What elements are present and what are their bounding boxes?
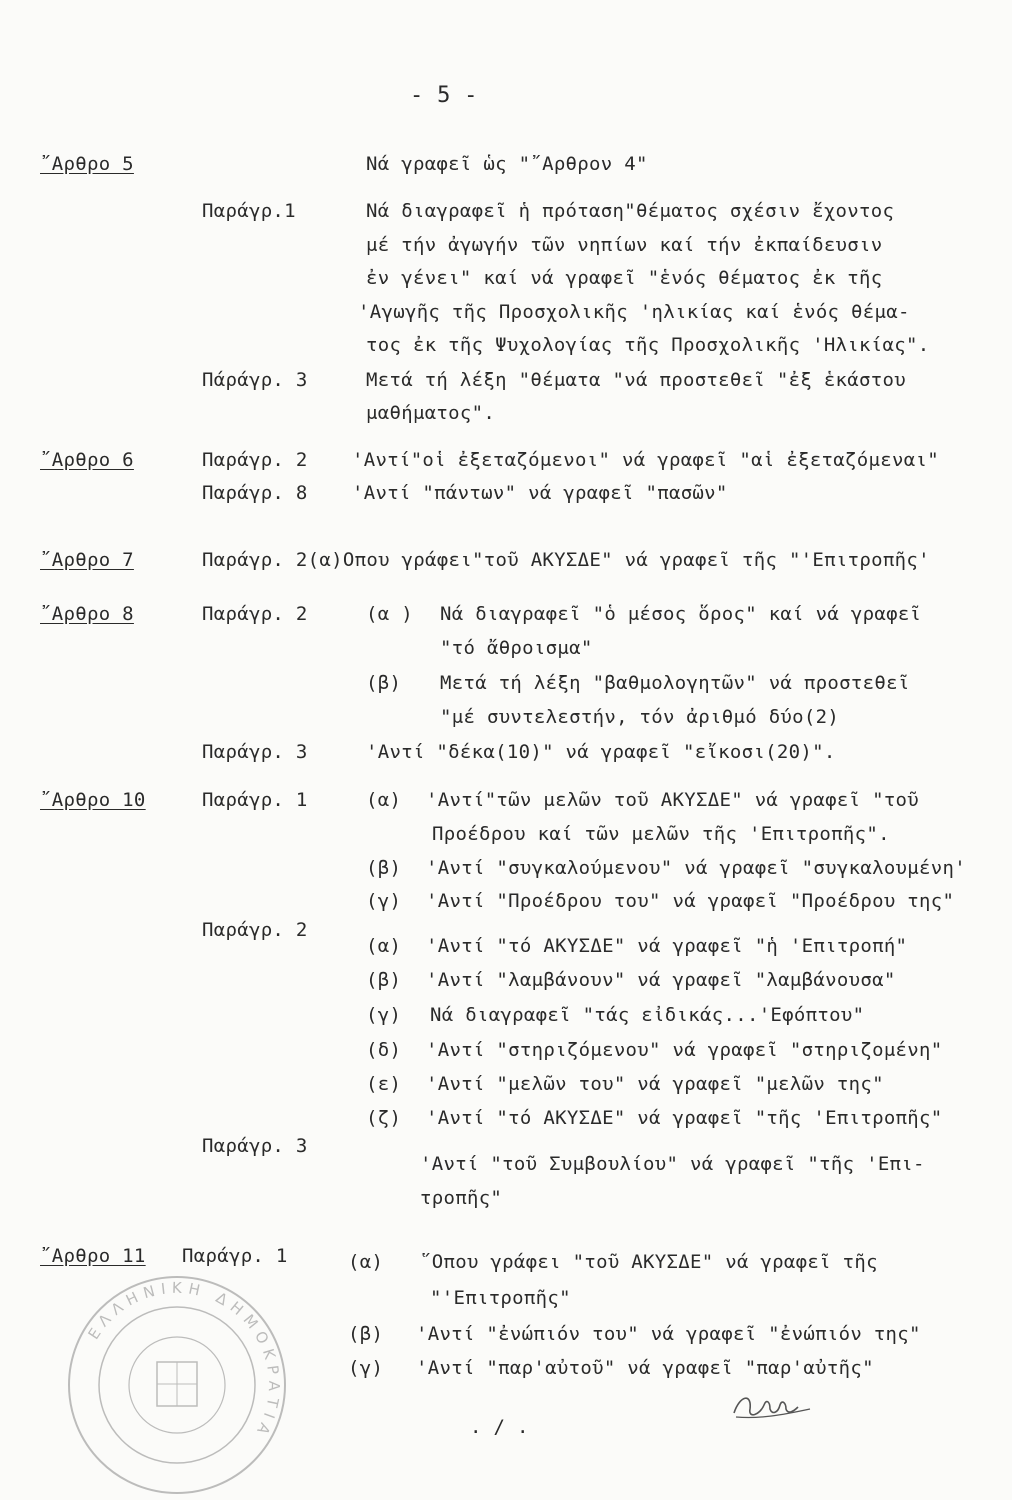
handwritten-signature: [730, 1385, 820, 1425]
text-line: (β): [366, 672, 402, 694]
text-line: Παράγρ. 2(α)Οπου γράφει"τοῦ ΑΚΥΣΔΕ" νά γραφεῖ τῆς "'Επιτροπῆς': [202, 549, 930, 571]
stamp-outer-text: ΕΛΛΗΝΙΚΗ ΔΗΜΟΚΡΑΤΙΑ: [84, 1278, 284, 1443]
text-line: 'Αντί "τοῦ Συμβουλίου" νά γραφεῖ "τῆς 'Επι-: [420, 1153, 925, 1175]
text-line: 'Αντί "δέκα(10)" νά γραφεῖ "εἴκοσι(20)".: [366, 741, 836, 763]
text-line: Παράγρ. 3: [202, 1135, 308, 1157]
text-line: Παράγρ. 1: [202, 789, 308, 811]
text-line: (γ): [366, 890, 402, 912]
text-line: Νά διαγραφεῖ ἡ πρόταση"θέματος σχέσιν ἔχοντος: [366, 200, 895, 222]
text-line: 'Αντί "παρ'αὐτοῦ" νά γραφεῖ "παρ'αὐτῆς": [416, 1357, 874, 1379]
text-line: 'Αντί "Προέδρου του" νά γραφεῖ "Προέδρου της": [426, 890, 955, 912]
text-line: Νά διαγραφεῖ "τάς εἰδικάς...'Εφόπτου": [430, 1004, 865, 1026]
article-heading: ῎Αρθρο 8: [40, 603, 134, 625]
text-line: Μετά τή λέξη "βαθμολογητῶν" νά προστεθεῖ: [440, 672, 910, 694]
article-heading: ῎Αρθρο 7: [40, 549, 134, 571]
text-line: (β): [366, 857, 402, 879]
text-line: τος ἐκ τῆς Ψυχολογίας τῆς Προσχολικῆς 'Ηλικίας".: [366, 334, 930, 356]
text-line: . / .: [470, 1416, 529, 1438]
text-line: (ζ): [366, 1107, 402, 1129]
text-line: 'Αντί "τό ΑΚΥΣΔΕ" νά γραφεῖ "τῆς 'Επιτροπῆς": [426, 1107, 943, 1129]
text-line: μαθήματος".: [366, 402, 496, 424]
text-line: 'Αγωγῆς τῆς Προσχολικῆς 'ηλικίας καί ἑνός θέμα-: [358, 301, 910, 323]
text-line: Παράγρ. 8: [202, 482, 308, 504]
article-heading: ῎Αρθρο 5: [40, 153, 134, 175]
text-line: ἐν γένει" καί νά γραφεῖ "ἑνός θέματος ἐκ τῆς: [366, 267, 883, 289]
text-line: Παράγρ. 3: [202, 741, 308, 763]
text-line: 'Αντί "ἐνώπιόν του" νά γραφεῖ "ἐνώπιόν της": [416, 1323, 921, 1345]
text-line: (α): [348, 1251, 384, 1273]
article-heading: ῎Αρθρο 6: [40, 449, 134, 471]
article-heading: ῎Αρθρο 10: [40, 789, 146, 811]
text-line: 'Αντί "τό ΑΚΥΣΔΕ" νά γραφεῖ "ἡ 'Επιτροπή": [426, 935, 908, 957]
text-line: (γ): [348, 1357, 384, 1379]
page-number: - 5 -: [410, 83, 478, 108]
article-heading: ῎Αρθρο 11: [40, 1245, 146, 1267]
text-line: "μέ συντελεστήν, τόν ἀριθμό δύο(2): [440, 706, 840, 728]
text-line: (β): [366, 969, 402, 991]
text-line: Πάράγρ. 3: [202, 369, 308, 391]
text-line: (α ): [366, 603, 413, 625]
text-line: Προέδρου καί τῶν μελῶν τῆς 'Επιτροπῆς".: [432, 823, 890, 845]
text-line: Παράγρ. 2: [202, 449, 308, 471]
text-line: (β): [348, 1323, 384, 1345]
text-line: μέ τήν ἀγωγήν τῶν νηπίων καί τήν ἐκπαίδευσιν: [366, 234, 883, 256]
text-line: Παράγρ. 1: [182, 1245, 288, 1267]
text-line: Νά γραφεῖ ὡς "῎Αρθρον 4": [366, 153, 648, 175]
text-line: (α): [366, 789, 402, 811]
text-line: 'Αντί "μελῶν του" νά γραφεῖ "μελῶν της": [426, 1073, 884, 1095]
text-line: Νά διαγραφεῖ "ὁ μέσος ὅρος" καί νά γραφεῖ: [440, 603, 922, 625]
text-line: (ε): [366, 1073, 402, 1095]
text-line: 'Αντί "στηριζόμενου" νά γραφεῖ "στηριζομένη": [426, 1039, 943, 1061]
text-line: 'Αντί "λαμβάνουν" νά γραφεῖ "λαμβάνουσα": [426, 969, 896, 991]
text-line: (γ): [366, 1004, 402, 1026]
text-line: 'Αντί"τῶν μελῶν τοῦ ΑΚΥΣΔΕ" νά γραφεῖ "τοῦ: [426, 789, 920, 811]
text-line: 'Αντί "συγκαλούμενου" νά γραφεῖ "συγκαλουμένη': [426, 857, 966, 879]
text-line: Παράγρ.1: [202, 200, 296, 222]
text-line: 'Αντί"οἱ ἐξεταζόμενοι" νά γραφεῖ "αἱ ἐξεταζόμεναι": [352, 449, 939, 471]
official-stamp: [62, 1270, 292, 1500]
text-line: Παράγρ. 2: [202, 919, 308, 941]
text-line: Μετά τή λέξη "θέματα "νά προστεθεῖ "ἐξ ἑκάστου: [366, 369, 906, 391]
text-line: τροπῆς": [420, 1187, 503, 1209]
text-line: 'Αντί "πάντων" νά γραφεῖ "πασῶν": [352, 482, 728, 504]
text-line: (δ): [366, 1039, 402, 1061]
text-line: "τό ἄθροισμα": [440, 637, 593, 659]
svg-text:ΕΛΛΗΝΙΚΗ ΔΗΜΟΚΡΑΤΙΑ: [84, 1279, 283, 1443]
text-line: Παράγρ. 2: [202, 603, 308, 625]
text-line: "'Επιτροπῆς": [430, 1287, 571, 1309]
text-line: ῞Οπου γράφει "τοῦ ΑΚΥΣΔΕ" νά γραφεῖ τῆς: [420, 1251, 878, 1273]
text-line: (α): [366, 935, 402, 957]
